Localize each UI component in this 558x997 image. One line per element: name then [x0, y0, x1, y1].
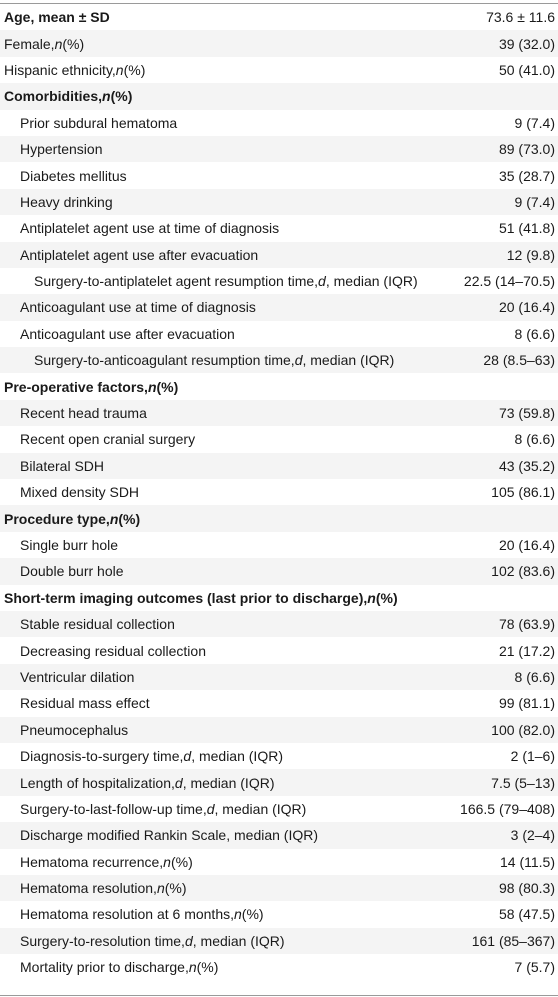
row-value: 50 (41.0) — [498, 61, 555, 78]
table-row — [0, 532, 558, 558]
row-label: Stable residual collection — [20, 616, 175, 633]
row-value: 2 (1–6) — [510, 748, 555, 765]
row-value: 161 (85–367) — [471, 932, 555, 949]
row-value: 3 (2–4) — [510, 827, 555, 844]
row-value: 102 (83.6) — [491, 563, 555, 580]
row-label: Pre-operative factors, n (%) — [4, 378, 179, 395]
table-row — [0, 268, 558, 294]
row-label: Length of hospitalization, d , median (IQR) — [20, 774, 275, 791]
table-row — [0, 400, 558, 426]
table-row — [0, 30, 558, 56]
row-label: Decreasing residual collection — [20, 642, 206, 659]
table-bottom-rule — [0, 995, 558, 996]
table-row — [0, 690, 558, 716]
row-value: 7 (5.7) — [514, 959, 555, 976]
row-label: Residual mass effect — [20, 695, 150, 712]
table-row — [0, 558, 558, 584]
table-row — [0, 4, 558, 30]
row-label: Double burr hole — [20, 563, 124, 580]
row-value: 35 (28.7) — [498, 167, 555, 184]
row-label: Surgery-to-antiplatelet agent resumption time, d , median (IQR) — [34, 273, 418, 290]
row-value: 105 (86.1) — [491, 484, 555, 501]
row-label: Hematoma recurrence, n (%) — [20, 853, 193, 870]
demographics-table — [0, 4, 558, 980]
row-label: Surgery-to-resolution time, d , median (IQR) — [20, 932, 285, 949]
row-label: Antiplatelet agent use at time of diagnosis — [20, 220, 280, 237]
table-row — [0, 822, 558, 848]
table-row — [0, 136, 558, 162]
table-row — [0, 189, 558, 215]
row-label: Single burr hole — [20, 537, 119, 553]
table-row — [0, 875, 558, 901]
row-value: 9 (7.4) — [514, 114, 555, 131]
row-value: 22.5 (14–70.5) — [463, 273, 555, 290]
row-label: Anticoagulant use at time of diagnosis — [20, 299, 256, 316]
table-row — [0, 110, 558, 136]
row-value: 12 (9.8) — [506, 246, 555, 263]
table-row — [0, 479, 558, 505]
row-value: 28 (8.5–63) — [483, 352, 555, 369]
row-label: Bilateral SDH — [20, 457, 105, 474]
row-value: 100 (82.0) — [491, 721, 555, 738]
section-header-row — [0, 585, 558, 611]
row-label: Antiplatelet agent use after evacuation — [20, 246, 259, 263]
row-value: 78 (63.9) — [498, 616, 555, 633]
row-value: 98 (80.3) — [498, 880, 555, 897]
table-row — [0, 294, 558, 320]
table-row — [0, 928, 558, 954]
row-value: 89 (73.0) — [498, 141, 555, 158]
row-label: Diabetes mellitus — [20, 167, 127, 184]
row-value: 8 (6.6) — [514, 325, 555, 342]
row-label: Short-term imaging outcomes (last prior to discharge), n (%) — [4, 589, 398, 606]
row-value: 14 (11.5) — [500, 853, 555, 870]
table-row — [0, 215, 558, 241]
row-value: 21 (17.2) — [498, 642, 555, 659]
table-row — [0, 453, 558, 479]
section-header-row — [0, 83, 558, 109]
table-row — [0, 743, 558, 769]
table-row — [0, 347, 558, 373]
row-value: 99 (81.1) — [498, 695, 555, 712]
row-value: 73 (59.8) — [498, 405, 555, 422]
row-label: Diagnosis-to-surgery time, d , median (IQR) — [20, 748, 283, 765]
row-value: 7.5 (5–13) — [491, 774, 555, 791]
row-label: Discharge modified Rankin Scale, median (IQR) — [20, 827, 319, 844]
row-value: 43 (35.2) — [498, 457, 555, 474]
row-label: Recent head trauma — [20, 405, 147, 422]
row-label: Age, mean ± SD — [4, 9, 110, 26]
row-label: Procedure type, n (%) — [4, 510, 141, 527]
row-value: 9 (7.4) — [514, 193, 555, 210]
table-row — [0, 901, 558, 927]
row-label: Heavy drinking — [20, 193, 113, 210]
table-row — [0, 717, 558, 743]
row-label: Comorbidities, n (%) — [4, 88, 133, 105]
row-label: Mortality prior to discharge, n (%) — [20, 959, 219, 976]
row-label: Hispanic ethnicity, n (%) — [4, 61, 146, 78]
row-value: 51 (41.8) — [498, 220, 555, 237]
table-row — [0, 242, 558, 268]
row-value: 8 (6.6) — [514, 431, 555, 448]
row-label: Female, n (%) — [4, 35, 85, 52]
row-label: Surgery-to-anticoagulant resumption time, d , median (IQR) — [34, 352, 395, 369]
row-label: Recent open cranial surgery — [20, 431, 196, 448]
row-label: Hematoma resolution, n (%) — [20, 880, 187, 897]
table-row — [0, 664, 558, 690]
row-label: Surgery-to-last-follow-up time, d , median (IQR) — [20, 800, 307, 817]
row-label: Hypertension — [20, 141, 103, 158]
table-row — [0, 426, 558, 452]
table-row — [0, 162, 558, 188]
row-label: Hematoma resolution at 6 months, n (%) — [20, 906, 264, 923]
table-row — [0, 769, 558, 795]
table-row — [0, 321, 558, 347]
row-label: Pneumocephalus — [20, 721, 129, 738]
row-label: Ventricular dilation — [20, 668, 135, 685]
row-value: 8 (6.6) — [514, 668, 555, 685]
row-value: 166.5 (79–408) — [460, 800, 555, 817]
row-value: 73.6 ± 11.6 — [486, 9, 555, 26]
row-value: 20 (16.4) — [498, 537, 555, 553]
row-value: 39 (32.0) — [498, 35, 555, 52]
section-header-row — [0, 505, 558, 531]
row-label: Prior subdural hematoma — [20, 114, 178, 131]
section-header-row — [0, 373, 558, 399]
table-row — [0, 796, 558, 822]
row-value: 58 (47.5) — [498, 906, 555, 923]
table-row — [0, 57, 558, 83]
table-row — [0, 611, 558, 637]
table-row — [0, 954, 558, 980]
row-label: Mixed density SDH — [20, 484, 140, 501]
row-value: 20 (16.4) — [498, 299, 555, 316]
table-row — [0, 849, 558, 875]
table-row — [0, 637, 558, 663]
row-label: Anticoagulant use after evacuation — [20, 325, 235, 342]
